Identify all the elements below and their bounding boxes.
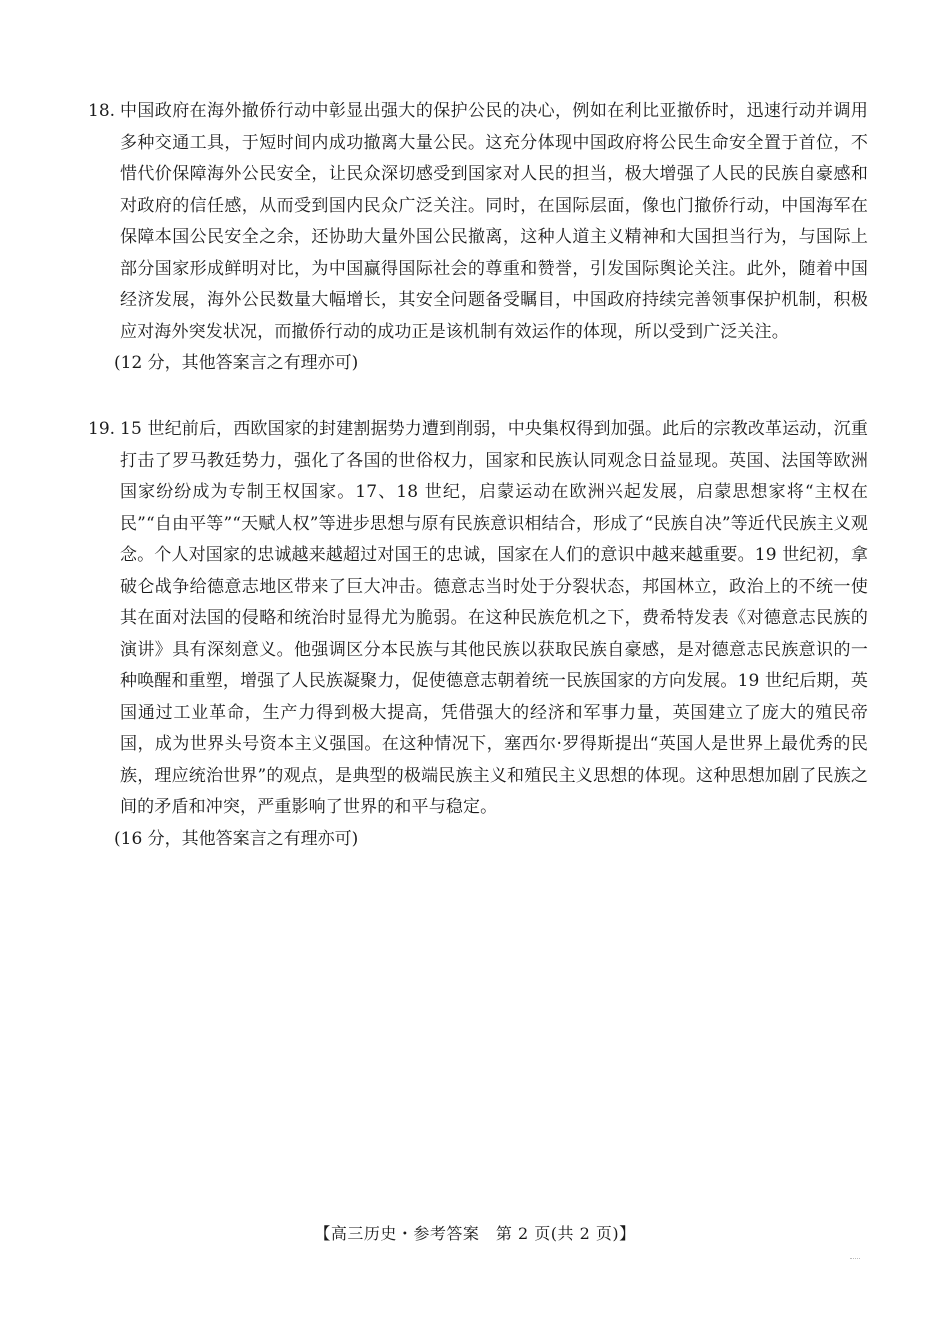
question-18-body [88,96,868,348]
question-18-answer-text: 中国政府在海外撤侨行动中彰显出强大的保护公民的决心，例如在利比亚撤侨时，迅速行动并调用多种交通工具，于短时间内成功撤离大量公民。这充分体现中国政府将公民生命安全置于首位，不惜代价保障海外公民安全，让民众深切感受到国家对人民的担当，极大增强了人民的民族自豪感和对政府的信任感，从而受到国内民众广泛关注。同时，在国际层面，像也门撤侨行动，中国海军在保障本国公民安全之余，还协助大量外国公民撤离，这种人道主义精神和大国担当行为，与国际上部分国家形成鲜明对比，为中国赢得国际社会的尊重和赞誉，引发国际舆论关注。此外，随着中国经济发展，海外公民数量大幅增长，其安全问题备受瞩目，中国政府持续完善领事保护机制，积极应对海外突发状况，而撤侨行动的成功正是该机制有效运作的体现，所以受到广泛关注。 [120,101,868,342]
question-19-body [88,414,868,824]
question-18 [88,96,868,380]
question-18-score-note: (12 分，其他答案言之有理亦可) [114,353,359,373]
question-19-score-note: (16 分，其他答案言之有理亦可) [114,828,359,849]
page-footer: 【高三历史・参考答案 第 2 页(共 2 页)】 [314,1224,636,1243]
question-19-answer-text: 15 世纪前后，西欧国家的封建割据势力遭到削弱，中央集权得到加强。此后的宗教改革运动，沉重打击了罗马教廷势力，强化了各国的世俗权力，国家和民族认同观念日益显现。英国、法国等欧洲国家纷纷成为专制王权国家。17、18 世纪，启蒙运动在欧洲兴起发展，启蒙思想家将“主权在民”“自由平等”“天赋人权”等进步思想与原有民族意识相结合，形成了“民族自决”等近代民族主义观念。个人对国家的忠诚越来越超过对国王的忠诚，国家在人们的意识中越来越重要。19 世纪初，拿破仑战争给德意志地区带来了巨大冲击。德意志当时处于分裂状态，邦国林立，政治上的不统一使其在面对法国的侵略和统治时显得尤为脆弱。在这种民族危机之下，费希特发表《对德意志民族的演讲》具有深刻意义。他强调区分本民族与其他民族以获取民族自豪感，是对德意志民族意识的一种唤醒和重塑，增强了人民族凝聚力，促使德意志朝着统一民族国家的方向发展。19 世纪后期，英国通过工业革命，生产力得到极大提高，凭借强大的经济和军事力量，英国建立了庞大的殖民帝国，成为世界头号资本主义强国。在这种情况下，塞西尔·罗得斯提出“英国人是世界上最优秀的民族，理应统治世界”的观点，是典型的极端民族主义和殖民主义思想的体现。这种思想加剧了民族之间的矛盾和冲突，严重影响了世界的和平与稳定。 [120,419,868,817]
question-18-number: 18. [88,101,116,121]
corner-speck [850,1258,860,1261]
question-19-number: 19. [88,419,116,439]
question-19 [88,414,868,855]
